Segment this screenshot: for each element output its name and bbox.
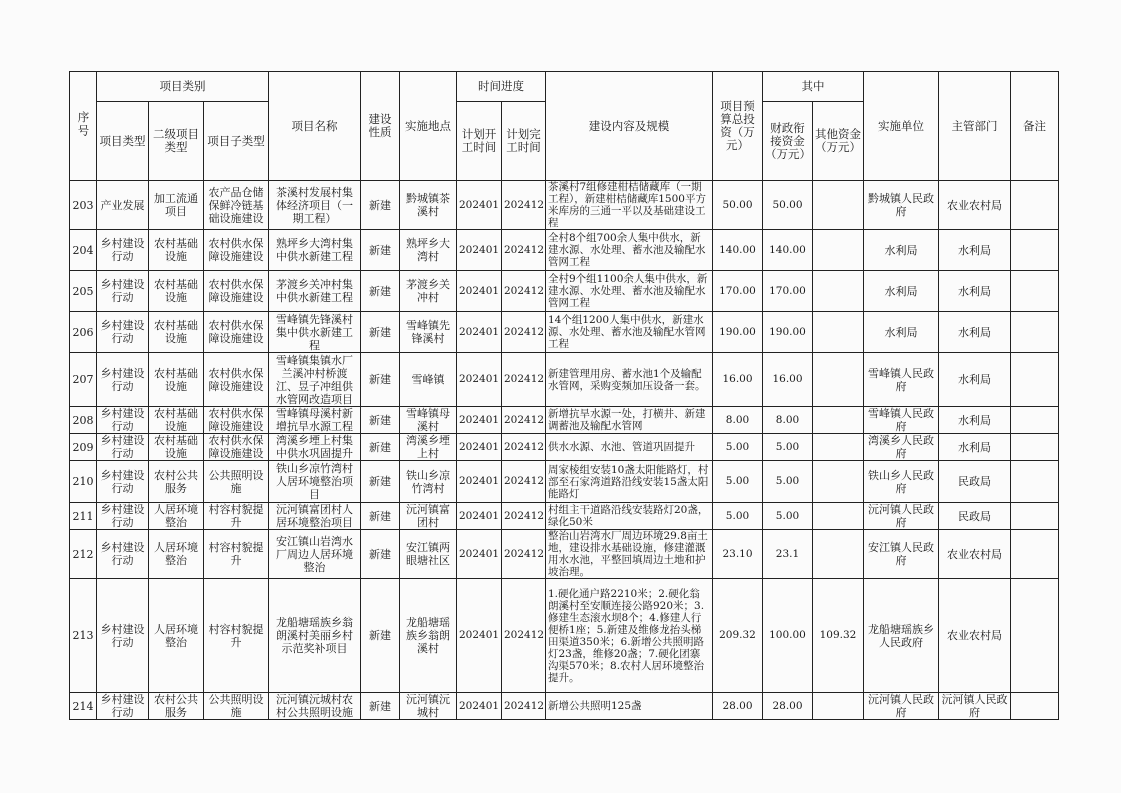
project-type-cell: 产业发展: [97, 181, 149, 230]
start-time-cell: 202401: [457, 181, 502, 230]
project-name-cell: 熟坪乡大湾村集中供水新建工程: [269, 230, 361, 271]
fiscal-cell: 5.00: [763, 503, 813, 530]
budget-cell: 5.00: [713, 434, 763, 461]
implementer-cell: 湾溪乡人民政府: [864, 434, 939, 461]
fiscal-cell: 16.00: [763, 353, 813, 407]
header-project-category: 项目类别: [97, 72, 269, 102]
seq-cell: 213: [70, 579, 97, 693]
content-cell: 新增抗旱水源一处，打横井、新建调蓄池及输配水管网: [546, 407, 713, 434]
remark-cell: [1011, 503, 1059, 530]
header-project-type: 项目类型: [97, 102, 149, 181]
start-time-cell: 202401: [457, 407, 502, 434]
table-row: [70, 181, 1059, 230]
fiscal-cell: 100.00: [763, 579, 813, 693]
project-type-cell: 乡村建设行动: [97, 503, 149, 530]
project-name-cell: 沅河镇沅城村农村公共照明设施: [269, 693, 361, 720]
table-row: [70, 407, 1059, 434]
sub-type-cell: 村容村貌提升: [204, 530, 269, 579]
header-location: 实施地点: [400, 72, 457, 181]
dept-cell: 水利局: [939, 230, 1011, 271]
build-nature-cell: 新建: [361, 271, 400, 312]
build-nature-cell: 新建: [361, 530, 400, 579]
start-time-cell: 202401: [457, 579, 502, 693]
budget-cell: 28.00: [713, 693, 763, 720]
sub-type-cell: 农村供水保障设施建设: [204, 312, 269, 353]
project-name-cell: 湾溪乡堙上村集中供水巩固提升: [269, 434, 361, 461]
implementer-cell: 水利局: [864, 312, 939, 353]
other-fund-cell: [813, 530, 864, 579]
implementer-cell: 铁山乡人民政府: [864, 461, 939, 503]
project-name-cell: 雪峰镇先锋溪村集中供水新建工程: [269, 312, 361, 353]
header-start: 计划开工时间: [457, 102, 502, 181]
other-fund-cell: [813, 230, 864, 271]
content-cell: 周家棱组安装10盏太阳能路灯，村部至石家湾道路沿线安装15盏太阳能路灯: [546, 461, 713, 503]
seq-cell: 214: [70, 693, 97, 720]
budget-cell: 8.00: [713, 407, 763, 434]
remark-cell: [1011, 312, 1059, 353]
remark-cell: [1011, 181, 1059, 230]
secondary-type-cell: 人居环境整治: [149, 530, 204, 579]
finish-time-cell: 202412: [502, 407, 546, 434]
header-project-name: 项目名称: [269, 72, 361, 181]
implementer-cell: 雪峰镇人民政府: [864, 407, 939, 434]
location-cell: 茅渡乡关冲村: [400, 271, 457, 312]
project-name-cell: 茶溪村发展村集体经济项目（一期工程）: [269, 181, 361, 230]
project-type-cell: 乡村建设行动: [97, 230, 149, 271]
dept-cell: 民政局: [939, 461, 1011, 503]
seq-cell: 211: [70, 503, 97, 530]
content-cell: 新增公共照明125盏: [546, 693, 713, 720]
secondary-type-cell: 加工流通项目: [149, 181, 204, 230]
project-table: [69, 71, 1059, 720]
remark-cell: [1011, 693, 1059, 720]
project-name-cell: 雪峰镇集镇水厂兰溪冲村桥渡江、昱子冲组供水管网改造项目: [269, 353, 361, 407]
table-row: [70, 271, 1059, 312]
implementer-cell: 黔城镇人民政府: [864, 181, 939, 230]
location-cell: 雪峰镇先锋溪村: [400, 312, 457, 353]
location-cell: 雪峰镇母溪村: [400, 407, 457, 434]
build-nature-cell: 新建: [361, 434, 400, 461]
header-sub-type: 项目子类型: [204, 102, 269, 181]
content-cell: 全村8个组700余人集中供水，新建水源、水处理、蓄水池及输配水管网工程: [546, 230, 713, 271]
seq-cell: 203: [70, 181, 97, 230]
remark-cell: [1011, 230, 1059, 271]
header-finish: 计划完工时间: [502, 102, 546, 181]
location-cell: 熟坪乡大湾村: [400, 230, 457, 271]
other-fund-cell: [813, 312, 864, 353]
sub-type-cell: 农村供水保障设施建设: [204, 407, 269, 434]
finish-time-cell: 202412: [502, 530, 546, 579]
table-row: [70, 312, 1059, 353]
project-name-cell: 铁山乡凉竹湾村人居环境整治项目: [269, 461, 361, 503]
header-dept: 主管部门: [939, 72, 1011, 181]
location-cell: 黔城镇茶溪村: [400, 181, 457, 230]
project-type-cell: 乡村建设行动: [97, 693, 149, 720]
other-fund-cell: [813, 271, 864, 312]
fiscal-cell: 28.00: [763, 693, 813, 720]
sub-type-cell: 农村供水保障设施建设: [204, 271, 269, 312]
project-type-cell: 乡村建设行动: [97, 461, 149, 503]
project-name-cell: 茅渡乡关冲村集中供水新建工程: [269, 271, 361, 312]
fiscal-cell: 170.00: [763, 271, 813, 312]
fiscal-cell: 23.1: [763, 530, 813, 579]
header-implementer: 实施单位: [864, 72, 939, 181]
header-seq: 序号: [70, 72, 97, 181]
implementer-cell: 水利局: [864, 271, 939, 312]
table-row: [70, 579, 1059, 693]
build-nature-cell: 新建: [361, 461, 400, 503]
build-nature-cell: 新建: [361, 579, 400, 693]
finish-time-cell: 202412: [502, 434, 546, 461]
dept-cell: 水利局: [939, 434, 1011, 461]
secondary-type-cell: 农村基础设施: [149, 353, 204, 407]
project-type-cell: 乡村建设行动: [97, 579, 149, 693]
other-fund-cell: 109.32: [813, 579, 864, 693]
dept-cell: 沅河镇人民政府: [939, 693, 1011, 720]
header-other: 其他资金（万元）: [813, 102, 864, 181]
content-cell: 新建管理用房、蓄水池1个及输配水管网，采购变频加压设备一套。: [546, 353, 713, 407]
dept-cell: 民政局: [939, 503, 1011, 530]
start-time-cell: 202401: [457, 312, 502, 353]
header-build-nature: 建设性质: [361, 72, 400, 181]
seq-cell: 209: [70, 434, 97, 461]
implementer-cell: 沅河镇人民政府: [864, 693, 939, 720]
sub-type-cell: 公共照明设施: [204, 461, 269, 503]
project-type-cell: 乡村建设行动: [97, 530, 149, 579]
start-time-cell: 202401: [457, 434, 502, 461]
remark-cell: [1011, 461, 1059, 503]
build-nature-cell: 新建: [361, 353, 400, 407]
location-cell: 安江镇两眼塘社区: [400, 530, 457, 579]
start-time-cell: 202401: [457, 530, 502, 579]
dept-cell: 农业农村局: [939, 530, 1011, 579]
finish-time-cell: 202412: [502, 503, 546, 530]
other-fund-cell: [813, 693, 864, 720]
implementer-cell: 雪峰镇人民政府: [864, 353, 939, 407]
dept-cell: 农业农村局: [939, 579, 1011, 693]
remark-cell: [1011, 530, 1059, 579]
remark-cell: [1011, 353, 1059, 407]
content-cell: 1.硬化通户路2210米；2.硬化翁朗溪村至安顺连接公路920米；3.修建生态滚水坝8个；4.修建人行便桥1座；5.新建及维修龙抬头梯田渠道350米；6.新增公共照明路灯23盏，维修20盏；7.硬化团寨沟渠570米；8.农村人居环境整治提升。: [546, 579, 713, 693]
finish-time-cell: 202412: [502, 579, 546, 693]
fiscal-cell: 5.00: [763, 461, 813, 503]
budget-cell: 5.00: [713, 461, 763, 503]
secondary-type-cell: 人居环境整治: [149, 579, 204, 693]
seq-cell: 210: [70, 461, 97, 503]
start-time-cell: 202401: [457, 230, 502, 271]
other-fund-cell: [813, 503, 864, 530]
finish-time-cell: 202412: [502, 312, 546, 353]
seq-cell: 204: [70, 230, 97, 271]
start-time-cell: 202401: [457, 271, 502, 312]
sub-type-cell: 农村供水保障设施建设: [204, 230, 269, 271]
start-time-cell: 202401: [457, 461, 502, 503]
project-type-cell: 乡村建设行动: [97, 434, 149, 461]
seq-cell: 206: [70, 312, 97, 353]
finish-time-cell: 202412: [502, 230, 546, 271]
implementer-cell: 水利局: [864, 230, 939, 271]
project-name-cell: 雪峰镇母溪村新增抗旱水源工程: [269, 407, 361, 434]
other-fund-cell: [813, 407, 864, 434]
secondary-type-cell: 农村基础设施: [149, 407, 204, 434]
secondary-type-cell: 农村公共服务: [149, 461, 204, 503]
finish-time-cell: 202412: [502, 353, 546, 407]
content-cell: 全村9个组1100余人集中供水，新建水源、水处理、蓄水池及输配水管网工程: [546, 271, 713, 312]
start-time-cell: 202401: [457, 693, 502, 720]
project-name-cell: 安江镇山岩湾水厂周边人居环境整治: [269, 530, 361, 579]
finish-time-cell: 202412: [502, 271, 546, 312]
budget-cell: 209.32: [713, 579, 763, 693]
project-type-cell: 乡村建设行动: [97, 407, 149, 434]
dept-cell: 水利局: [939, 271, 1011, 312]
finish-time-cell: 202412: [502, 181, 546, 230]
header-secondary-type: 二级项目类型: [149, 102, 204, 181]
location-cell: 龙船塘瑶族乡翁朗溪村: [400, 579, 457, 693]
project-type-cell: 乡村建设行动: [97, 353, 149, 407]
fiscal-cell: 140.00: [763, 230, 813, 271]
table-row: [70, 434, 1059, 461]
budget-cell: 16.00: [713, 353, 763, 407]
implementer-cell: 安江镇人民政府: [864, 530, 939, 579]
secondary-type-cell: 农村基础设施: [149, 312, 204, 353]
other-fund-cell: [813, 434, 864, 461]
table-row: [70, 693, 1059, 720]
sub-type-cell: 村容村貌提升: [204, 579, 269, 693]
location-cell: 铁山乡凉竹湾村: [400, 461, 457, 503]
fiscal-cell: 190.00: [763, 312, 813, 353]
budget-cell: 190.00: [713, 312, 763, 353]
sub-type-cell: 农产品仓储保鲜冷链基础设施建设: [204, 181, 269, 230]
header-remark: 备注: [1011, 72, 1059, 181]
dept-cell: 水利局: [939, 312, 1011, 353]
build-nature-cell: 新建: [361, 407, 400, 434]
start-time-cell: 202401: [457, 503, 502, 530]
content-cell: 整治山岩湾水厂周边环境29.8亩土地，建设排水基础设施，修建灌溉用水水池，平整回填周边土地和护坡治理。: [546, 530, 713, 579]
table-row: [70, 503, 1059, 530]
other-fund-cell: [813, 353, 864, 407]
sub-type-cell: 农村供水保障设施建设: [204, 353, 269, 407]
project-type-cell: 乡村建设行动: [97, 271, 149, 312]
fiscal-cell: 8.00: [763, 407, 813, 434]
header-content: 建设内容及规模: [546, 72, 713, 181]
seq-cell: 212: [70, 530, 97, 579]
implementer-cell: 龙船塘瑶族乡人民政府: [864, 579, 939, 693]
remark-cell: [1011, 407, 1059, 434]
project-type-cell: 乡村建设行动: [97, 312, 149, 353]
sub-type-cell: 农村供水保障设施建设: [204, 434, 269, 461]
sub-type-cell: 村容村貌提升: [204, 503, 269, 530]
secondary-type-cell: 农村基础设施: [149, 271, 204, 312]
budget-cell: 170.00: [713, 271, 763, 312]
remark-cell: [1011, 579, 1059, 693]
table-row: [70, 230, 1059, 271]
location-cell: 沅河镇沅城村: [400, 693, 457, 720]
finish-time-cell: 202412: [502, 461, 546, 503]
finish-time-cell: 202412: [502, 693, 546, 720]
budget-cell: 50.00: [713, 181, 763, 230]
header-fiscal: 财政衔接资金（万元）: [763, 102, 813, 181]
location-cell: 沅河镇富团村: [400, 503, 457, 530]
start-time-cell: 202401: [457, 353, 502, 407]
dept-cell: 农业农村局: [939, 181, 1011, 230]
remark-cell: [1011, 434, 1059, 461]
seq-cell: 208: [70, 407, 97, 434]
fiscal-cell: 5.00: [763, 434, 813, 461]
remark-cell: [1011, 271, 1059, 312]
table-row: [70, 353, 1059, 407]
budget-cell: 5.00: [713, 503, 763, 530]
project-name-cell: 沅河镇富团村人居环境整治项目: [269, 503, 361, 530]
implementer-cell: 沅河镇人民政府: [864, 503, 939, 530]
budget-cell: 140.00: [713, 230, 763, 271]
content-cell: 14个组1200人集中供水，新建水源、水处理、蓄水池及输配水管网工程: [546, 312, 713, 353]
fiscal-cell: 50.00: [763, 181, 813, 230]
sub-type-cell: 公共照明设施: [204, 693, 269, 720]
secondary-type-cell: 农村基础设施: [149, 434, 204, 461]
header-schedule: 时间进度: [457, 72, 546, 102]
build-nature-cell: 新建: [361, 693, 400, 720]
content-cell: 村组主干道路沿线安装路灯20盏，绿化50米: [546, 503, 713, 530]
build-nature-cell: 新建: [361, 312, 400, 353]
location-cell: 湾溪乡堙上村: [400, 434, 457, 461]
dept-cell: 水利局: [939, 407, 1011, 434]
other-fund-cell: [813, 461, 864, 503]
project-name-cell: 龙船塘瑶族乡翁朗溪村美丽乡村示范奖补项目: [269, 579, 361, 693]
dept-cell: 水利局: [939, 353, 1011, 407]
secondary-type-cell: 人居环境整治: [149, 503, 204, 530]
build-nature-cell: 新建: [361, 230, 400, 271]
seq-cell: 205: [70, 271, 97, 312]
content-cell: 茶溪村7组修建柑桔储藏库（一期工程），新建柑桔储藏库1500平方米库房的三通一平以及基础建设工程: [546, 181, 713, 230]
header-budget: 项目预算总投资（万元）: [713, 72, 763, 181]
secondary-type-cell: 农村基础设施: [149, 230, 204, 271]
build-nature-cell: 新建: [361, 503, 400, 530]
content-cell: 供水水源、水池、管道巩固提升: [546, 434, 713, 461]
location-cell: 雪峰镇: [400, 353, 457, 407]
seq-cell: 207: [70, 353, 97, 407]
build-nature-cell: 新建: [361, 181, 400, 230]
table-row: [70, 461, 1059, 503]
table-row: [70, 530, 1059, 579]
secondary-type-cell: 农村公共服务: [149, 693, 204, 720]
header-among: 其中: [763, 72, 864, 102]
budget-cell: 23.10: [713, 530, 763, 579]
other-fund-cell: [813, 181, 864, 230]
